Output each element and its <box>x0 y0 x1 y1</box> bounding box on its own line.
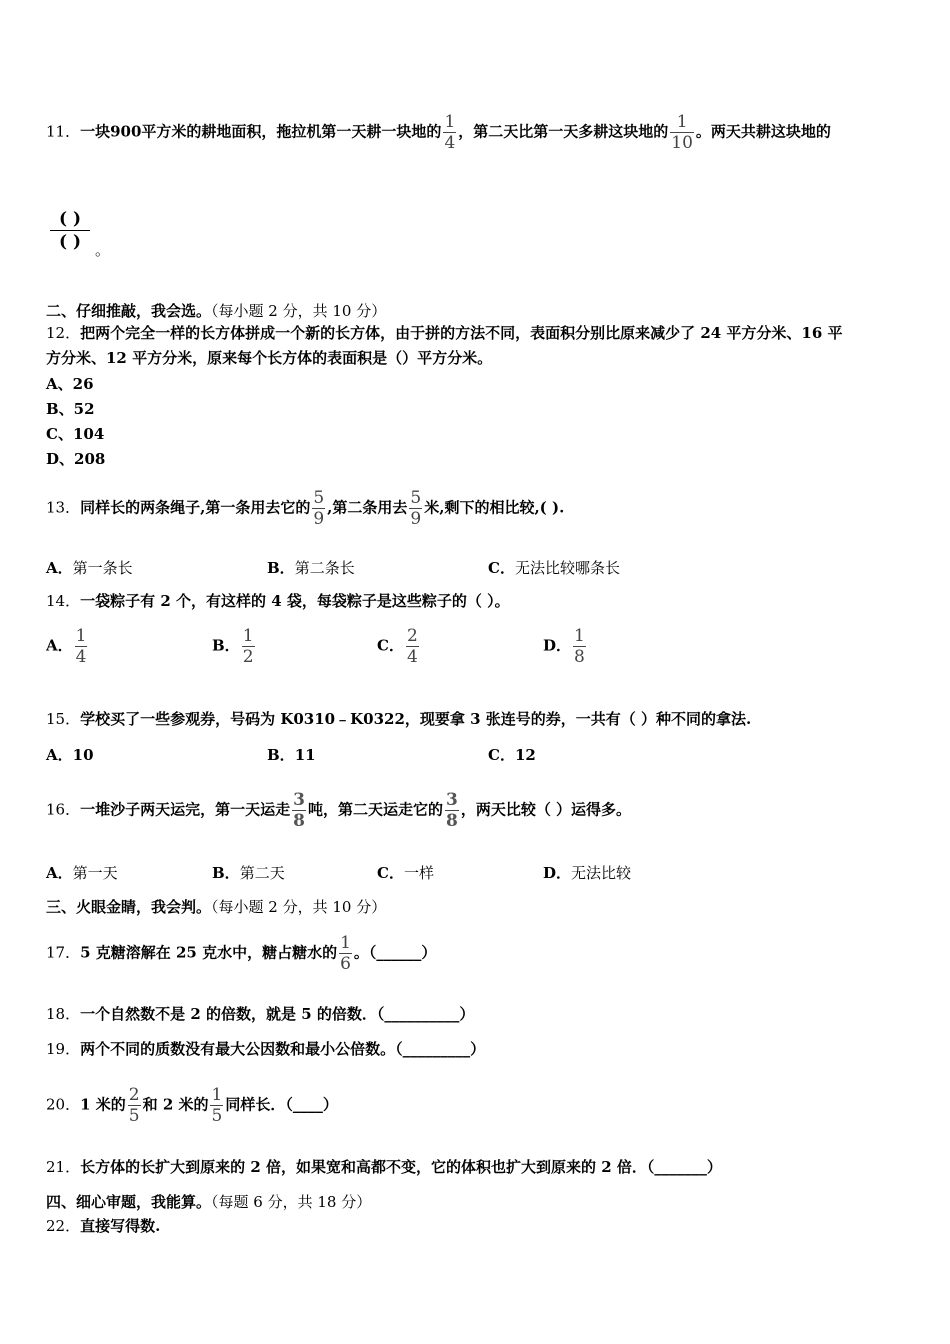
option-c[interactable]: C． $\frac{2}{4}$ <box>377 626 418 667</box>
section-title: 四、细心审题，我能算。（每题 6 分，共 18 分） <box>46 1193 372 1211</box>
option-b[interactable]: B．11 <box>267 746 316 764</box>
option-d[interactable]: D、208 <box>46 450 106 468</box>
fraction: $\frac{2}{5}$ <box>128 1085 140 1126</box>
fraction: $\frac{1}{6}$ <box>340 933 351 974</box>
question-16: 16．一堆沙子两天运完，第一天运走 $\frac{3}{8}$ 吨，第二天运走它的 $\frac{3}{8}$ ，两天比较（ ）运得多。 <box>46 790 632 831</box>
option-d[interactable]: D． $\frac{1}{8}$ <box>543 626 585 667</box>
option-a[interactable]: A． $\frac{1}{4}$ <box>46 626 87 667</box>
question-15: 15．学校买了一些参观券，号码为 K0310﹣K0322，现要拿 3 张连号的券，一共有（ ）种不同的拿法. <box>46 710 752 728</box>
option-a[interactable]: A．第一天 <box>46 864 118 882</box>
option-a[interactable]: A．第一条长 <box>46 559 133 577</box>
section-title: 二、仔细推敲，我会选。（每小题 2 分，共 10 分） <box>46 302 387 320</box>
fraction: $\frac{1}{2}$ <box>242 626 254 667</box>
option-b[interactable]: B、52 <box>46 400 95 418</box>
fraction: $\frac{5}{9}$ <box>313 488 325 529</box>
fraction: $\frac{3}{8}$ <box>293 790 305 831</box>
question-18: 18．一个自然数不是 2 的倍数，就是 5 的倍数．（__________） <box>46 1005 475 1023</box>
question-12-cont: 方分米、12 平方分米，原来每个长方体的表面积是（）平方分米。 <box>46 349 493 367</box>
fraction: $\frac{1}{5}$ <box>211 1085 223 1126</box>
option-a[interactable]: A、26 <box>46 375 94 393</box>
option-c[interactable]: C．12 <box>488 746 536 764</box>
q11-text: ，第二天比第一天多耕这块地的 <box>458 122 669 141</box>
question-number: 11． <box>46 122 81 141</box>
question-19: 19．两个不同的质数没有最大公因数和最小公倍数。（_________） <box>46 1040 486 1058</box>
option-a[interactable]: A．10 <box>46 746 94 764</box>
question-20: 20．1 米的 $\frac{2}{5}$ 和 2 米的 $\frac{1}{5}$ 同样长．（____） <box>46 1085 338 1126</box>
question-11 <box>46 112 831 153</box>
answer-fraction-blank[interactable]: ( ) ( ) <box>50 208 90 253</box>
option-c[interactable]: C．一样 <box>377 864 434 882</box>
q11-text: 平方米的耕地面积，拖拉机第一天耕一块地的 <box>141 122 442 141</box>
q11-tail: 。 <box>95 241 111 259</box>
question-17: 17．5 克糖溶解在 25 克水中，糖占糖水的 $\frac{1}{6}$ 。（______） <box>46 933 437 974</box>
option-c[interactable]: C．无法比较哪条长 <box>488 559 620 577</box>
fraction: $\frac{1}{8}$ <box>574 626 585 667</box>
section-title: 三、火眼金睛，我会判。（每小题 2 分，共 10 分） <box>46 898 387 916</box>
q11-text: 。两天共耕这块地的 <box>695 122 831 141</box>
fraction: $\frac{1}{10}$ <box>671 112 693 153</box>
fraction: $\frac{1}{4}$ <box>75 626 87 667</box>
fraction: $\frac{5}{9}$ <box>410 488 422 529</box>
question-12: 12．把两个完全一样的长方体拼成一个新的长方体，由于拼的方法不同，表面积分别比原来减少了 24 平方分米、16 平 <box>46 324 843 342</box>
question-21: 21．长方体的长扩大到原来的 2 倍，如果宽和高都不变，它的体积也扩大到原来的 2 倍．（_______） <box>46 1158 722 1176</box>
fraction: $\frac{2}{4}$ <box>406 626 418 667</box>
option-d[interactable]: D．无法比较 <box>543 864 632 882</box>
fraction: $\frac{3}{8}$ <box>445 790 458 831</box>
option-b[interactable]: B． $\frac{1}{2}$ <box>212 626 254 667</box>
option-b[interactable]: B．第二条长 <box>267 559 355 577</box>
question-14: 14．一袋粽子有 2 个，有这样的 4 袋，每袋粽子是这些粽子的（ ）。 <box>46 592 510 610</box>
option-c[interactable]: C、104 <box>46 425 105 443</box>
question-13: 13．同样长的两条绳子,第一条用去它的 $\frac{5}{9}$ ,第二条用去 $\frac{5}{9}$ 米,剩下的相比较,( ). <box>46 488 565 529</box>
q11-area: 900 <box>110 122 142 141</box>
fraction: $\frac{1}{4}$ <box>444 112 456 153</box>
q11-text: 一块 <box>80 122 111 141</box>
option-b[interactable]: B．第二天 <box>212 864 285 882</box>
question-22: 22．直接写得数. <box>46 1217 161 1235</box>
